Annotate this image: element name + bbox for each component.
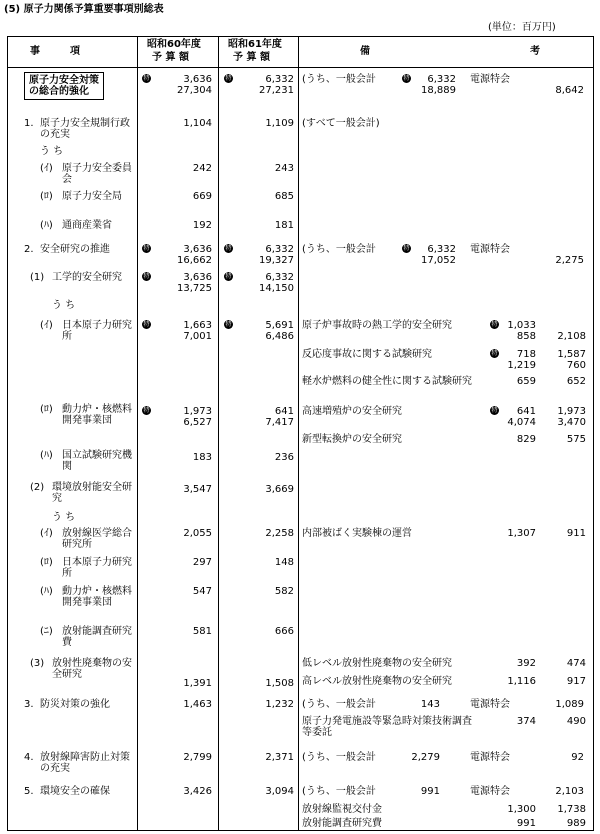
row-fy61: 1,109 [265,118,294,129]
row-num: (ｲ) [40,163,53,174]
row-fy60: 2,799 [183,752,212,763]
remark-v1: 1,307 [507,528,536,539]
remark-v1: 392 [516,658,536,669]
row-fy61: 243 [274,163,294,174]
top-fy60-special: 3,636 [183,74,212,85]
row-label: 放射性廃棄物の安全研究 [52,658,132,680]
row-fy60: 3,547 [183,484,212,495]
row-fy60-special: 1,973 [183,406,212,417]
row-fy61: 236 [274,452,294,463]
row-fy61-special: 6,332 [265,244,294,255]
row-note-account: 電源特会 [470,244,510,255]
special-account-mark: 特 [225,245,232,252]
row-label: 防災対策の強化 [40,699,110,710]
header-fy60: 昭和60年度 [147,39,201,50]
row-label: 放射線障害防止対策の充実 [40,752,130,774]
row-num: (ｲ) [40,528,53,539]
special-account-mark: 特 [143,245,150,252]
remark-text: 放射能調査研究費 [302,818,382,829]
row-num: (2) [30,482,45,493]
top-note-account: 電源特会 [470,74,510,85]
header-fy61: 昭和61年度 [228,39,282,50]
remark-v3: 490 [566,716,586,727]
row-label: 放射能調査研究費 [62,626,132,648]
row-num: (ﾛ) [40,404,53,415]
row-num: (1) [30,272,45,283]
remark-text: 高レベル放射性廃棄物の安全研究 [302,676,452,687]
row-fy61: 685 [274,191,294,202]
remark-v1: 641 [516,406,536,417]
row-label: う ち [52,300,76,311]
row-fy60-special: 3,636 [183,244,212,255]
special-account-mark: 特 [143,75,150,82]
top-fy61-special: 6,332 [265,74,294,85]
row-note-v2: 17,052 [421,255,456,266]
row-fy60-total: 16,662 [177,255,212,266]
remark-text: (うち、一般会計 [302,752,376,763]
row-fy61: 181 [274,220,294,231]
remark-text: 原子炉事故時の熱工学的安全研究 [302,320,452,331]
row-label: 放射線医学総合研究所 [62,528,132,550]
row-fy61: 3,669 [265,484,294,495]
row-num: (ﾛ) [40,557,53,568]
row-num: 1. [24,118,34,129]
row-label: 動力炉・核燃料開発事業団 [62,404,132,426]
row-fy60: 192 [192,220,212,231]
row-fy60-total: 7,001 [183,331,212,342]
row-label: う ち [52,512,76,523]
unit-label: (単位：百万円) [488,22,556,33]
row-label: 日本原子力研究所 [62,557,132,579]
remark-v1: 718 [516,349,536,360]
row-fy61-special: 5,691 [265,320,294,331]
row-label: 原子力安全局 [62,191,122,202]
row-label: 原子力安全委員会 [62,163,132,185]
remark-v1: 1,300 [507,804,536,815]
special-account-mark: 特 [491,321,498,328]
special-account-mark: 特 [225,273,232,280]
row-num: (3) [30,658,45,669]
row-fy60: 547 [192,586,212,597]
remark-v3: 1,089 [555,699,584,710]
row-fy61-special: 6,332 [265,272,294,283]
summary-label-box: 原子力安全対策 の総合的強化 [24,72,104,100]
row-fy61-total: 19,327 [259,255,294,266]
row-num: (ﾆ) [40,626,53,637]
remark-v3: 575 [566,434,586,445]
remark-v3: 1,738 [557,804,586,815]
row-num: (ﾊ) [40,220,53,231]
remark-v3: 2,103 [555,786,584,797]
row-fy61: 148 [274,557,294,568]
row-fy61-total: 7,417 [265,417,294,428]
row-num: 5. [24,786,34,797]
remark-v4: 3,470 [557,417,586,428]
special-account-mark: 特 [403,245,410,252]
remark-v3: 474 [566,658,586,669]
remark-account: 電源特会 [470,786,510,797]
header-item: 事 項 [30,46,80,57]
remark-text: 放射線監視交付金 [302,804,382,815]
header-fy61-budget: 予 算 額 [233,52,270,63]
remark-v3: 911 [566,528,586,539]
remark-v3: 92 [571,752,584,763]
row-fy61: 1,508 [265,678,294,689]
header-fy60-budget: 予 算 額 [152,52,189,63]
top-note-v2: 18,889 [421,85,456,96]
row-fy61: 2,371 [265,752,294,763]
remark-v2: 858 [516,331,536,342]
row-num: 2. [24,244,34,255]
row-fy60: 242 [192,163,212,174]
row-fy60: 581 [192,626,212,637]
remark-text: 新型転換炉の安全研究 [302,434,402,445]
remark-v1: 1,033 [507,320,536,331]
special-account-mark: 特 [143,273,150,280]
remark-text: (うち、一般会計 [302,786,376,797]
row-label: 安全研究の推進 [40,244,110,255]
row-num: (ﾊ) [40,450,53,461]
remark-account: 電源特会 [470,699,510,710]
remark-text: 原子力発電施設等緊急時対策技術調査等委託 [302,716,472,738]
row-fy60: 1,391 [183,678,212,689]
special-account-mark: 特 [143,321,150,328]
remark-v1: 1,116 [507,676,536,687]
remark-v1: 374 [516,716,536,727]
remark-v3: 2,108 [557,331,586,342]
row-label: 動力炉・核燃料開発事業団 [62,586,132,608]
remark-text: 内部被ばく実験棟の運営 [302,528,412,539]
special-account-mark: 特 [225,75,232,82]
top-fy61-total: 27,231 [259,85,294,96]
row-fy60: 3,426 [183,786,212,797]
row-num: (ﾛ) [40,191,53,202]
special-account-mark: 特 [143,407,150,414]
remark-v3: 1,973 [557,406,586,417]
remark-text: 軽水炉燃料の健全性に関する試験研究 [302,376,472,387]
header-remarks-1: 備 [360,46,370,57]
special-account-mark: 特 [491,350,498,357]
row-label: 通商産業省 [62,220,112,231]
row-fy60: 669 [192,191,212,202]
top-fy60-total: 27,304 [177,85,212,96]
special-account-mark: 特 [491,407,498,414]
remark-v1: 991 [516,818,536,829]
row-label: 環境安全の確保 [40,786,110,797]
top-note-v3: 8,642 [555,85,584,96]
row-fy60: 2,055 [183,528,212,539]
row-fy60-special: 3,636 [183,272,212,283]
special-account-mark: 特 [225,321,232,328]
remark-text: 低レベル放射性廃棄物の安全研究 [302,658,452,669]
row-label: 工学的安全研究 [52,272,122,283]
row-note-v3: 2,275 [555,255,584,266]
row-fy61: 1,232 [265,699,294,710]
row-label: 国立試験研究機関 [62,450,132,472]
row-fy60-total: 6,527 [183,417,212,428]
remark-v4: 760 [566,360,586,371]
remark-v3: 652 [566,376,586,387]
remark-v3: 917 [566,676,586,687]
page-title: (5) 原子力関係予算重要事項別総表 [4,4,164,15]
row-num: (ｲ) [40,320,53,331]
row-fy61-total: 14,150 [259,283,294,294]
row-label: 環境放射能安全研究 [52,482,132,504]
header-remarks-2: 考 [530,46,540,57]
remark-v2: 4,074 [507,417,536,428]
top-note-v1: 6,332 [427,74,456,85]
remark-v2: 1,219 [507,360,536,371]
row-num: 4. [24,752,34,763]
remark-text: 高速増殖炉の安全研究 [302,406,402,417]
row-fy60: 183 [192,452,212,463]
remark-text: 反応度事故に関する試験研究 [302,349,432,360]
remark-v1: 2,279 [411,752,440,763]
row-fy60-total: 13,725 [177,283,212,294]
row-num: (ﾊ) [40,586,53,597]
top-note: (うち、一般会計 [302,74,376,85]
row-fy61: 582 [274,586,294,597]
remark-text: (うち、一般会計 [302,699,376,710]
remark-v1: 143 [420,699,440,710]
row-fy60: 297 [192,557,212,568]
row-fy60-special: 1,663 [183,320,212,331]
row-fy61-total: 6,486 [265,331,294,342]
row-fy60: 1,463 [183,699,212,710]
special-account-mark: 特 [403,75,410,82]
row-note: (すべて一般会計) [302,118,380,129]
row-label: 原子力安全規制行政の充実 [40,118,130,140]
row-note: (うち、一般会計 [302,244,376,255]
remark-v1: 659 [516,376,536,387]
remark-v3: 989 [566,818,586,829]
row-fy61: 666 [274,626,294,637]
row-num: 3. [24,699,34,710]
remark-v1: 991 [420,786,440,797]
remark-v3: 1,587 [557,349,586,360]
row-label: う ち [40,146,64,157]
row-label: 日本原子力研究所 [62,320,132,342]
row-fy61: 3,094 [265,786,294,797]
row-fy60: 1,104 [183,118,212,129]
row-fy61: 2,258 [265,528,294,539]
remark-v1: 829 [516,434,536,445]
row-fy61-special: 641 [274,406,294,417]
remark-account: 電源特会 [470,752,510,763]
row-note-v1: 6,332 [427,244,456,255]
